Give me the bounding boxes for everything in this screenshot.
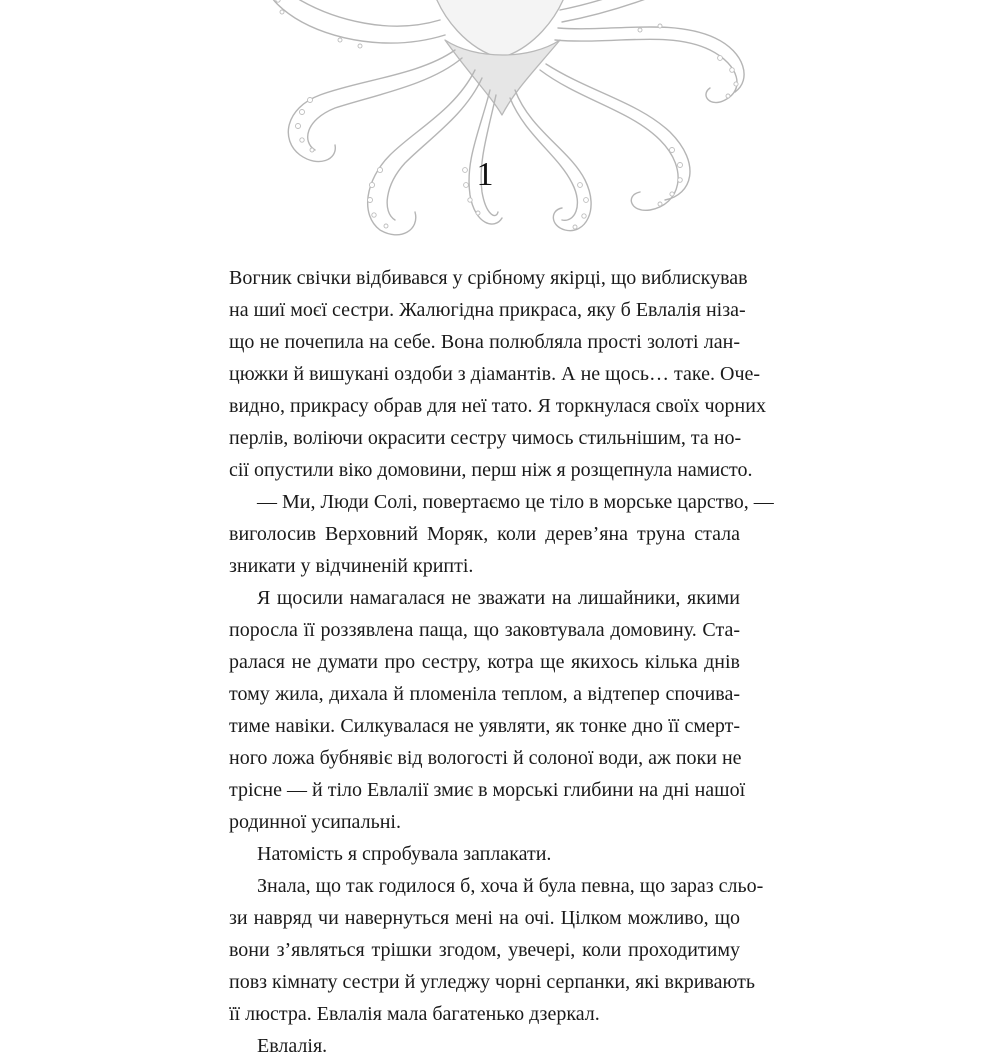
text-line: Вогник свічки відбивався у срібному якірці, що виблискував [229,267,748,289]
text-line: цюжки й вишукані оздоби з діамантів. А не щось… таке. Оче- [229,363,761,385]
text-line: родинної усипальні. [229,811,401,833]
text-line: ного ложа бубнявіє від вологості й солоної води, аж поки не [229,747,742,769]
text-line: тиме навіки. Силкувалася не уявляти, як тонке дно її смерт- [229,715,740,737]
text-line: Натомість я спробувала заплакати. [257,843,552,865]
text-line: — Ми, Люди Солі, повертаємо це тіло в морське царство, — [257,491,774,513]
text-line: повз кімнату сестри й угледжу чорні серпанки, які вкривають [229,971,756,993]
text-line: зи навряд чи навернуться мені на очі. Цілком можливо, що [229,907,740,929]
text-line: сії опустили віко домовини, перш ніж я розщепнула намисто. [229,459,753,481]
text-line: на шиї моєї сестри. Жалюгідна прикраса, яку б Евлалія ніза- [229,299,746,321]
text-line: вони з’являться трішки згодом, увечері, коли проходитиму [229,939,740,961]
text-line: трісне — й тіло Евлалії змиє в морські глибини на дні нашої [229,779,746,801]
text-line: видно, прикрасу обрав для неї тато. Я торкнулася своїх чорних [229,395,766,417]
text-line: тому жила, дихала й пломеніла теплом, а відтепер спочива- [229,683,740,705]
octopus-illustration [240,0,760,260]
text-line: що не почепила на себе. Вона полюбляла прості золоті лан- [229,331,740,353]
text-line: її люстра. Евлалія мала багатенько дзеркал. [229,1003,600,1025]
text-line: Я щосили намагалася не зважати на лишайники, якими [257,587,740,609]
chapter-text [229,262,774,1062]
text-line: зникати у відчиненій крипті. [229,555,474,577]
text-line: виголосив Верховний Моряк, коли дерев’яна труна стала [229,523,740,545]
text-line: поросла її роззявлена паща, що заковтувала домовину. Ста- [229,619,740,641]
text-line: перлів, воліючи окрасити сестру чимось стильнішим, та но- [229,427,742,449]
text-line: ралася не думати про сестру, котра ще якихось кілька днів [229,651,740,673]
text-line: Знала, що так годилося б, хоча й була певна, що зараз сльо- [257,875,764,897]
text-line: Евлалія. [257,1035,328,1057]
chapter-number: 1 [476,156,494,193]
